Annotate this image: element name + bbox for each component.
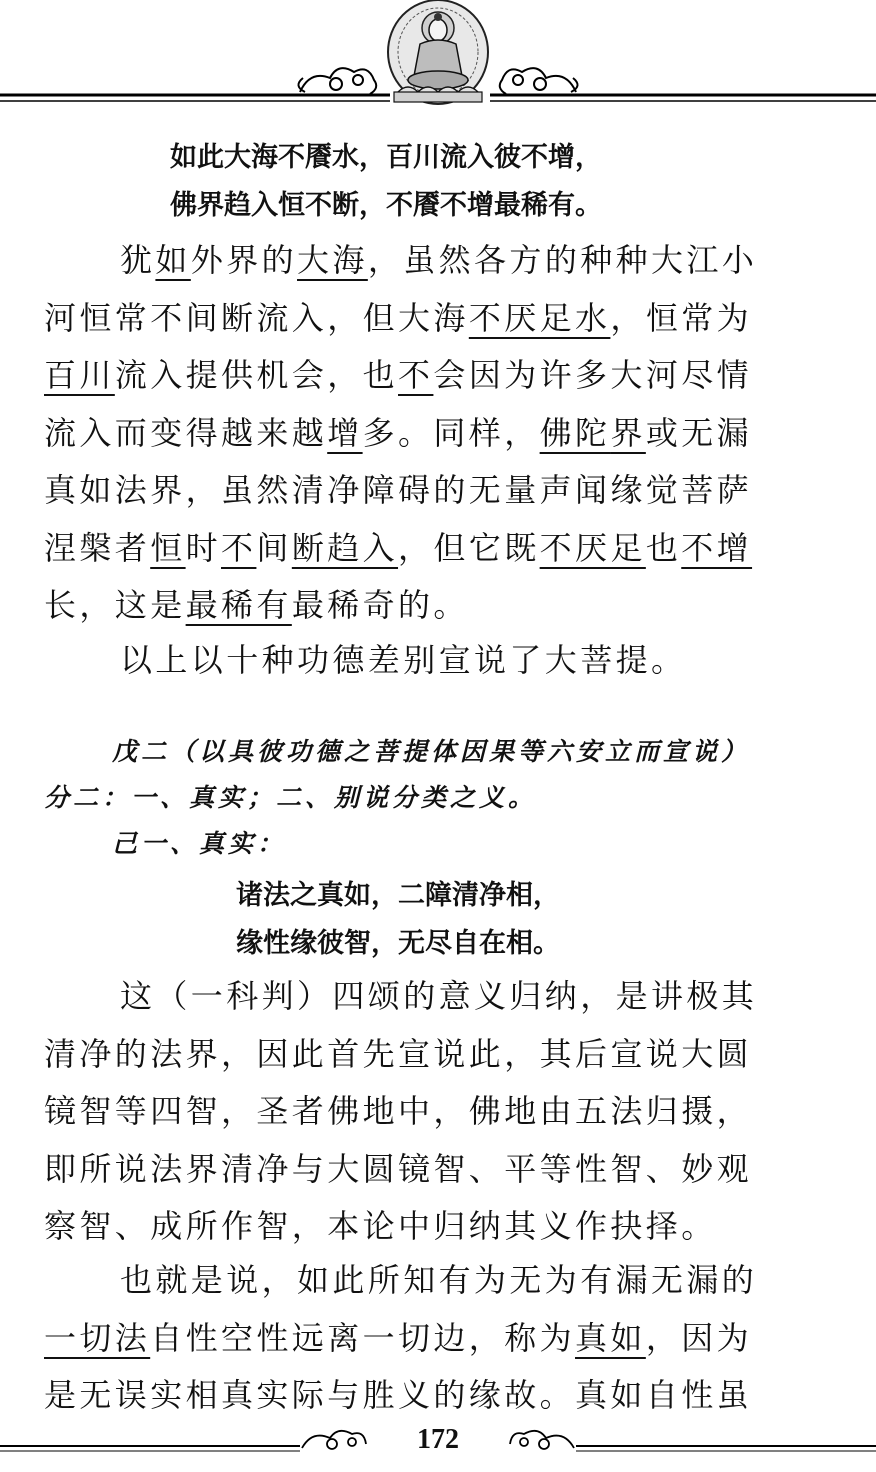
text-run: 涅槃者 [44, 528, 151, 567]
text-line: 清净的法界，因此首先宣说此，其后宣说大圆 [44, 1034, 753, 1073]
text-run: ，因为 [645, 1318, 753, 1357]
verse-line: 如此大海不餍水，百川流入彼不增， [170, 142, 602, 173]
text-run: 自性空性远离一切边，称为 [150, 1318, 576, 1357]
text-line: 以上以十种功德差别宣说了大菩提。 [120, 641, 687, 679]
text-line: 真如法界，虽然清净障碍的无量声闻缘觉菩萨 [44, 471, 753, 509]
text-run: 流入提供机会，也 [114, 356, 399, 394]
text-run: 间 [256, 528, 292, 567]
section-heading-3: 己一、真实： [112, 829, 287, 858]
verse-block-1 [0, 134, 876, 230]
text-line [44, 577, 844, 635]
underlined-term: 增 [327, 413, 363, 452]
text-run: 多。同样， [362, 413, 540, 452]
section-heading-2: 分二：一、真实；二、别说分类之义。 [44, 783, 538, 812]
text-line [44, 405, 844, 463]
text-run: 外界的 [190, 241, 298, 279]
text-run: ，虽然各方的种种大江小 [367, 241, 758, 279]
underlined-term: 不厌足 [539, 528, 646, 567]
text-run: 会因为许多大河尽情 [433, 356, 753, 394]
underlined-term: 不 [398, 356, 434, 394]
verse-block-2 [0, 872, 876, 968]
text-line [44, 520, 844, 578]
underlined-term: 恒 [150, 528, 186, 567]
text-run: 河恒常不间断流入，但大海 [44, 298, 469, 337]
underlined-term: 断趋入 [291, 528, 399, 567]
underlined-term: 真如 [575, 1318, 646, 1357]
commentary-paragraph-2 [44, 632, 844, 690]
underlined-term: 一切法 [44, 1318, 151, 1357]
text-run: 长，这是 [44, 586, 186, 624]
text-line [44, 290, 844, 348]
text-run: 时 [185, 528, 222, 567]
verse-line: 缘性缘彼智，无尽自在相。 [236, 928, 560, 959]
underlined-term: 大海 [297, 241, 368, 279]
verse-line: 佛界趋入恒不断，不餍不增最稀有。 [170, 190, 602, 221]
text-run: ，但它既 [398, 528, 540, 567]
text-line: 镜智等四智，圣者佛地中，佛地由五法归摄， [44, 1092, 753, 1130]
underlined-term: 百川 [44, 356, 115, 394]
page-number: 172 [417, 1424, 459, 1455]
underlined-term: 不 [221, 528, 257, 567]
text-line [44, 232, 844, 290]
section-heading-1: 戊二（以具彼功德之菩提体因果等六安立而宣说） [112, 737, 751, 766]
verse-line: 诸法之真如，二障清净相， [236, 880, 560, 911]
underlined-term: 最稀有 [185, 586, 292, 624]
commentary-paragraph-3 [44, 968, 844, 1256]
underlined-term: 界 [610, 413, 646, 452]
text-line: 察智、成所作智，本论中归纳其义作抉择。 [44, 1207, 717, 1245]
text-line: 即所说法界清净与大圆镜智、平等性智、妙观 [44, 1149, 753, 1188]
underlined-term: 不厌足水 [468, 298, 611, 337]
text-run: 也 [645, 528, 682, 567]
text-run: 最稀奇的。 [291, 586, 469, 624]
buddha-emblem-icon [0, 0, 876, 112]
underlined-term: 佛陀 [539, 413, 611, 452]
commentary-paragraph-1 [44, 232, 844, 635]
text-line: 是无误实相真实际与胜义的缘故。真如自性虽 [44, 1376, 753, 1414]
text-line: 也就是说，如此所知有为无为有漏无漏的 [120, 1261, 758, 1299]
underlined-term: 如 [155, 241, 191, 279]
header-ornament [0, 0, 876, 112]
text-line: 这（一科判）四颂的意义归纳，是讲极其 [120, 977, 758, 1015]
text-line [44, 347, 844, 405]
underlined-term: 不增 [681, 528, 753, 567]
text-run: 犹 [120, 241, 156, 279]
text-run: ，恒常为 [610, 298, 753, 337]
commentary-paragraph-4 [44, 1252, 844, 1425]
text-run: 或无漏 [645, 413, 753, 452]
text-run: 流入而变得越来越 [44, 413, 328, 452]
text-line [44, 1310, 844, 1368]
